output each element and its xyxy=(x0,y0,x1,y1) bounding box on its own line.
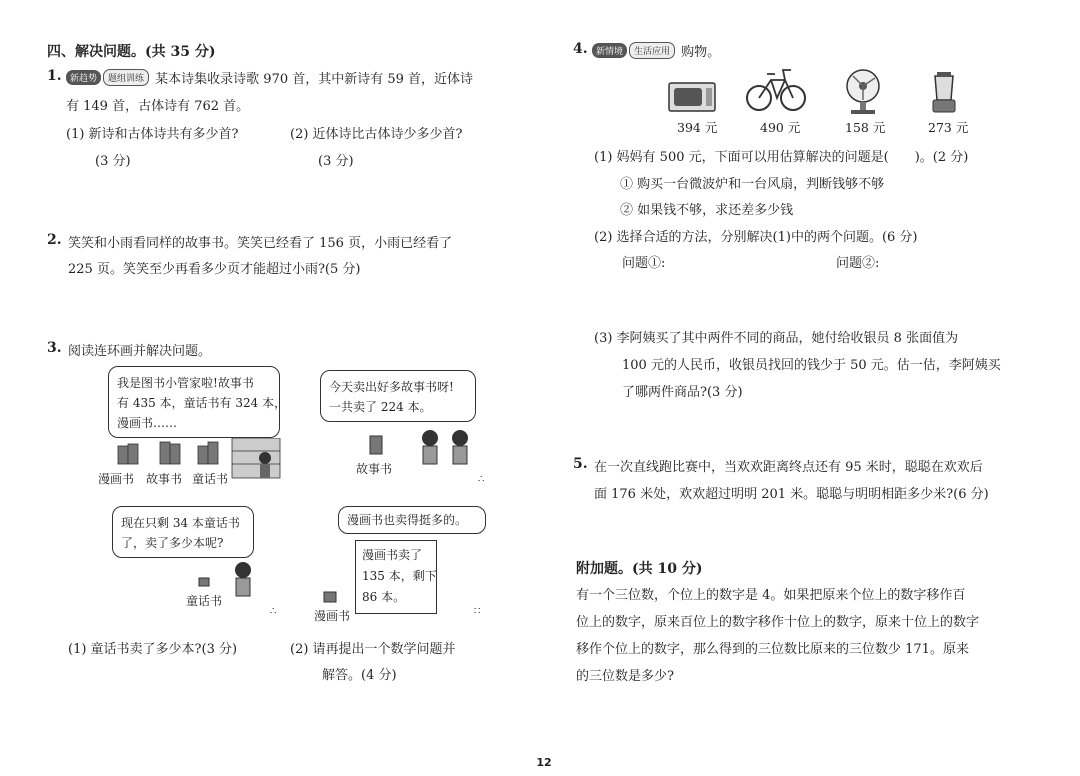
dots-marker: ∴ xyxy=(478,474,485,485)
q1-sub1: (1) 新诗和古体诗共有多少首? xyxy=(66,127,239,142)
label-fairy-tale-books-2: 童话书 xyxy=(186,594,223,608)
q1-points-1: (3 分) xyxy=(95,154,131,169)
section-title: 四、解决问题。(共 35 分) xyxy=(47,44,216,60)
bubble3-line1: 现在只剩 34 本童话书 xyxy=(121,516,240,530)
book-stack-icon xyxy=(322,588,342,604)
q3-sub2-line2: 解答。(4 分) xyxy=(322,668,397,683)
juicer-icon xyxy=(927,70,961,116)
label-comic-books-2: 漫画书 xyxy=(314,609,351,623)
memo-note xyxy=(355,540,437,614)
group-practice-badge: 题组训练 xyxy=(103,69,149,86)
bonus-line4: 的三位数是多少? xyxy=(576,669,674,684)
q1-line2: 有 149 首，古体诗有 762 首。 xyxy=(66,99,250,114)
label-fairy-tale-books: 童话书 xyxy=(192,472,229,486)
bubble2-line1: 今天卖出好多故事书呀! xyxy=(329,380,454,394)
q4-sub3-line3: 了哪两件商品?(3 分) xyxy=(622,385,743,400)
q3-text: 阅读连环画并解决问题。 xyxy=(68,344,212,359)
life-application-badge: 生活应用 xyxy=(629,42,675,59)
q4-sub1: (1) 妈妈有 500 元，下面可以用估算解决的问题是( )。(2 分) xyxy=(594,150,969,165)
bonus-title: 附加题。(共 10 分) xyxy=(576,561,703,577)
new-context-badge: 新情境 xyxy=(592,43,627,58)
trend-badge: 新趋势 xyxy=(66,70,101,85)
fan-price: 158 元 xyxy=(845,120,886,135)
note-line1: 漫画书卖了 xyxy=(362,548,423,562)
microwave-price: 394 元 xyxy=(677,120,718,135)
bubble1-line3: 漫画书…… xyxy=(117,416,178,430)
bubble1-line1: 我是图书小管家啦!故事书 xyxy=(117,376,254,390)
q4-sub3-line1: (3) 李阿姨买了其中两件不同的商品，她付给收银员 8 张面值为 xyxy=(594,331,959,346)
q2-line1: 笑笑和小雨看同样的故事书。笑笑已经看了 156 页，小雨已经看了 xyxy=(68,236,453,251)
q1-number: 1. xyxy=(47,68,62,84)
speech-bubble-4 xyxy=(338,506,486,534)
note-line2: 135 本，剩下 xyxy=(362,569,437,583)
q4-option2: ② 如果钱不够，求还差多少钱 xyxy=(620,203,794,218)
q1-line1 xyxy=(66,68,473,87)
note-line3: 86 本。 xyxy=(362,590,406,604)
q3-sub1: (1) 童话书卖了多少本?(3 分) xyxy=(68,642,238,657)
juicer-price: 273 元 xyxy=(928,120,969,135)
bonus-line2: 位上的数字，原来百位上的数字移作十位上的数字，原来十位上的数字 xyxy=(576,615,980,630)
q4-sub3-line2: 100 元的人民币，收银员找回的钱少于 50 元。估一估，李阿姨买 xyxy=(622,358,1001,373)
bubble2-line2: 一共卖了 224 本。 xyxy=(329,400,432,414)
dots-marker-3: ∷ xyxy=(474,606,481,617)
page-number: 12 xyxy=(536,756,552,769)
dots-marker-2: ∴ xyxy=(270,606,277,617)
q5-line1: 在一次直线跑比赛中，当欢欢距离终点还有 95 米时，聪聪在欢欢后 xyxy=(594,460,983,475)
q3-sub2-line1: (2) 请再提出一个数学问题并 xyxy=(290,642,456,657)
microwave-icon xyxy=(668,80,716,114)
bicycle-price: 490 元 xyxy=(760,120,801,135)
bubble4-text: 漫画书也卖得挺多的。 xyxy=(347,513,468,527)
fan-icon xyxy=(843,68,883,116)
label-story-books-2: 故事书 xyxy=(356,462,393,476)
speech-bubble-1 xyxy=(108,366,287,438)
speech-bubble-2 xyxy=(320,370,476,422)
bicycle-icon xyxy=(745,66,807,112)
bubble3-line2: 了，卖了多少本呢? xyxy=(121,536,224,550)
label-story-books: 故事书 xyxy=(146,472,183,486)
bubble1-line2: 有 435 本，童话书有 324 本， xyxy=(117,396,287,410)
q3-number: 3. xyxy=(47,340,62,356)
q4-problem1-label: 问题①: xyxy=(622,256,666,271)
q1-text-1: 某本诗集收录诗歌 970 首，其中新诗有 59 首，近体诗 xyxy=(155,72,474,87)
label-comic-books: 漫画书 xyxy=(98,472,135,486)
q4-option1: ① 购买一台微波炉和一台风扇，判断钱够不够 xyxy=(620,177,885,192)
speech-bubble-3 xyxy=(112,506,254,558)
q2-line2: 225 页。笑笑至少再看多少页才能超过小雨?(5 分) xyxy=(68,262,361,277)
bonus-line3: 移作个位上的数字，那么得到的三位数比原来的三位数少 171。原来 xyxy=(576,642,969,657)
q5-line2: 面 176 米处，欢欢超过明明 201 米。聪聪与明明相距多少米?(6 分) xyxy=(594,487,989,502)
bonus-line1: 有一个三位数，个位上的数字是 4。如果把原来个位上的数字移作百 xyxy=(576,588,966,603)
q1-points-2: (3 分) xyxy=(318,154,354,169)
q4-sub2: (2) 选择合适的方法，分别解决(1)中的两个问题。(6 分) xyxy=(594,230,918,245)
q4-header xyxy=(592,41,720,60)
q4-number: 4. xyxy=(573,41,588,57)
q2-number: 2. xyxy=(47,232,62,248)
q5-number: 5. xyxy=(573,456,588,472)
q1-sub2: (2) 近体诗比古体诗少多少首? xyxy=(290,127,463,142)
q4-problem2-label: 问题②: xyxy=(836,256,880,271)
q4-text: 购物。 xyxy=(681,45,721,60)
